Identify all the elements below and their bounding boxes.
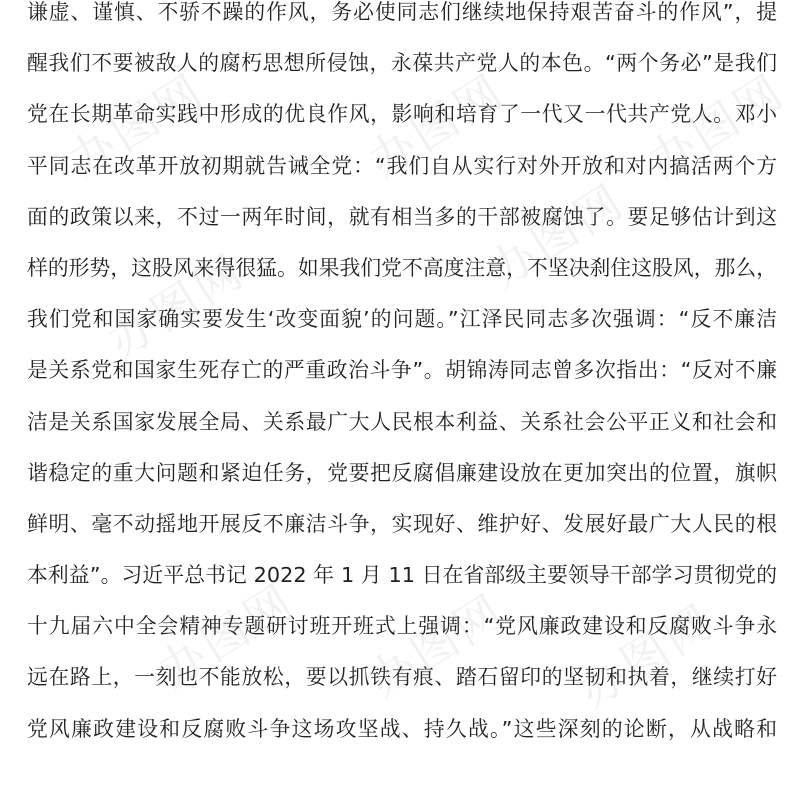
watermark-8: 办图网 xyxy=(568,592,725,719)
text-line: 样的形势，这股风来得很猛。如果我们党不高度注意，不坚决刹住这股风，那么， xyxy=(27,255,777,280)
text-line: 平同志在改革开放初期就告诫全党：“我们自从实行对外开放和对内搞活两个方 xyxy=(27,153,777,178)
watermark-3: 办图网 xyxy=(638,62,795,189)
text-line: 本利益”。习近平总书记 2022 年 1 月 11 日在省部级主要领导干部学习贯彻党的 xyxy=(27,563,777,588)
text-line: 谦虚、谨慎、不骄不躁的作风，务必使同志们继续地保持艰苦奋斗的作风”，提 xyxy=(27,0,777,24)
text-line: 洁是关系国家发展全局、关系最广大人民根本利益、关系社会公平正义和社会和 xyxy=(27,409,777,434)
watermark-2: 办图网 xyxy=(358,62,515,189)
text-line: 鲜明、毫不动摇地开展反不廉洁斗争，实现好、维护好、发展好最广大人民的根 xyxy=(27,511,777,536)
watermark-1: 办图网 xyxy=(58,62,215,189)
text-line: 面的政策以来，不过一两年时间，就有相当多的干部被腐蚀了。要足够估计到这 xyxy=(27,204,777,229)
text-line: 是关系党和国家生死存亡的严重政治斗争”。胡锦涛同志曾多次指出：“反对不廉 xyxy=(27,358,777,383)
watermark-7: 办图网 xyxy=(358,582,515,709)
text-line: 远在路上，一刻也不能放松，要以抓铁有痕、踏石留印的坚韧和执着，继续打好 xyxy=(27,665,777,690)
text-line: 十九届六中全会精神专题研讨班开班式上强调：“党风廉政建设和反腐败斗争永 xyxy=(27,614,777,639)
body-text xyxy=(27,0,777,755)
text-line: 党风廉政建设和反腐败斗争这场攻坚战、持久战。”这些深刻的论断，从战略和 xyxy=(27,716,777,741)
watermark-4: 办图网 xyxy=(98,242,255,369)
watermark-5: 办图网 xyxy=(478,172,635,299)
text-line: 醒我们不要被敌人的腐朽思想所侵蚀，永葆共产党人的本色。“两个务必”是我们 xyxy=(27,51,777,76)
text-line: 我们党和国家确实要发生‘改变面貌’的问题。”江泽民同志多次强调：“反不廉洁 xyxy=(27,307,777,332)
watermark-6: 办图网 xyxy=(148,572,305,699)
text-line: 党在长期革命实践中形成的优良作风，影响和培育了一代又一代共产党人。邓小 xyxy=(27,102,777,127)
text-line: 谐稳定的重大问题和紧迫任务，党要把反腐倡廉建设放在更加突出的位置，旗帜 xyxy=(27,460,777,485)
